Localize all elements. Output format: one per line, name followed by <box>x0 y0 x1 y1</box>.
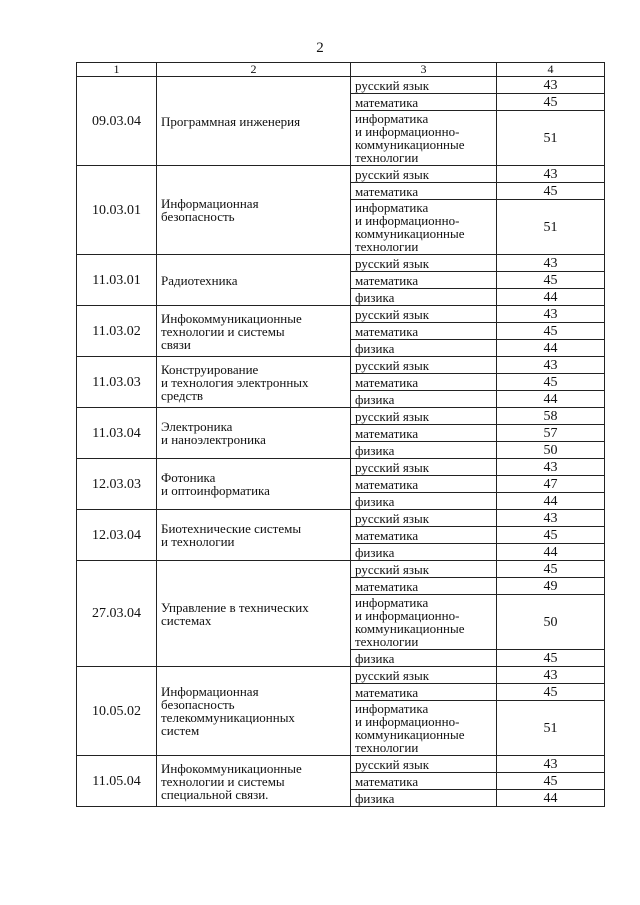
subject-cell: математика <box>351 323 497 340</box>
subject-cell: информатика и информационно- коммуникационные технологии <box>351 111 497 166</box>
min-score-cell: 43 <box>497 255 605 272</box>
subject-cell: русский язык <box>351 357 497 374</box>
subject-cell: информатика и информационно- коммуникационные технологии <box>351 595 497 650</box>
min-score-cell: 45 <box>497 94 605 111</box>
min-score-cell: 43 <box>497 459 605 476</box>
subject-cell: информатика и информационно- коммуникационные технологии <box>351 701 497 756</box>
min-score-cell: 49 <box>497 578 605 595</box>
subject-cell: русский язык <box>351 510 497 527</box>
subject-cell: физика <box>351 340 497 357</box>
program-name-cell: Электроника и наноэлектроника <box>157 408 351 459</box>
program-code-cell: 27.03.04 <box>77 561 157 667</box>
program-name-cell: Информационная безопасность телекоммуникационных систем <box>157 667 351 756</box>
min-score-cell: 45 <box>497 323 605 340</box>
program-name-cell: Фотоника и оптоинформатика <box>157 459 351 510</box>
min-score-cell: 51 <box>497 111 605 166</box>
table-row <box>77 756 605 773</box>
min-score-cell: 44 <box>497 289 605 306</box>
program-code-cell: 12.03.03 <box>77 459 157 510</box>
min-score-cell: 43 <box>497 667 605 684</box>
min-score-cell: 45 <box>497 561 605 578</box>
min-score-cell: 43 <box>497 510 605 527</box>
subject-cell: русский язык <box>351 756 497 773</box>
column-header-3: 3 <box>351 63 497 77</box>
table-row <box>77 77 605 94</box>
subject-cell: русский язык <box>351 667 497 684</box>
subject-cell: физика <box>351 544 497 561</box>
subject-cell: русский язык <box>351 459 497 476</box>
min-score-cell: 45 <box>497 650 605 667</box>
subject-cell: физика <box>351 790 497 807</box>
min-score-cell: 50 <box>497 595 605 650</box>
subject-cell: русский язык <box>351 77 497 94</box>
program-code-cell: 09.03.04 <box>77 77 157 166</box>
program-code-cell: 11.03.01 <box>77 255 157 306</box>
subject-cell: информатика и информационно- коммуникационные технологии <box>351 200 497 255</box>
subject-cell: физика <box>351 650 497 667</box>
min-score-cell: 44 <box>497 340 605 357</box>
subject-cell: физика <box>351 391 497 408</box>
min-score-cell: 43 <box>497 166 605 183</box>
table-row <box>77 357 605 374</box>
program-code-cell: 10.03.01 <box>77 166 157 255</box>
min-score-cell: 45 <box>497 684 605 701</box>
admission-scores-table <box>76 62 605 807</box>
subject-cell: математика <box>351 183 497 200</box>
column-header-4: 4 <box>497 63 605 77</box>
header-row <box>77 63 605 77</box>
subject-cell: математика <box>351 527 497 544</box>
program-name-cell: Инфокоммуникационные технологии и системы связи <box>157 306 351 357</box>
min-score-cell: 44 <box>497 544 605 561</box>
min-score-cell: 43 <box>497 357 605 374</box>
min-score-cell: 43 <box>497 77 605 94</box>
min-score-cell: 44 <box>497 790 605 807</box>
subject-cell: русский язык <box>351 561 497 578</box>
subject-cell: математика <box>351 476 497 493</box>
subject-cell: математика <box>351 94 497 111</box>
table-row <box>77 459 605 476</box>
subject-cell: русский язык <box>351 166 497 183</box>
min-score-cell: 43 <box>497 306 605 323</box>
program-name-cell: Конструирование и технология электронных средств <box>157 357 351 408</box>
min-score-cell: 44 <box>497 391 605 408</box>
table-row <box>77 166 605 183</box>
subject-cell: физика <box>351 442 497 459</box>
subject-cell: математика <box>351 272 497 289</box>
subject-cell: физика <box>351 493 497 510</box>
subject-cell: математика <box>351 425 497 442</box>
column-header-2: 2 <box>157 63 351 77</box>
subject-cell: математика <box>351 684 497 701</box>
program-code-cell: 11.03.02 <box>77 306 157 357</box>
min-score-cell: 45 <box>497 374 605 391</box>
min-score-cell: 43 <box>497 756 605 773</box>
table-row <box>77 306 605 323</box>
column-header-1: 1 <box>77 63 157 77</box>
subject-cell: русский язык <box>351 408 497 425</box>
min-score-cell: 58 <box>497 408 605 425</box>
table-row <box>77 510 605 527</box>
min-score-cell: 51 <box>497 701 605 756</box>
min-score-cell: 45 <box>497 527 605 544</box>
subject-cell: математика <box>351 578 497 595</box>
program-name-cell: Программная инженерия <box>157 77 351 166</box>
table-row <box>77 255 605 272</box>
min-score-cell: 45 <box>497 272 605 289</box>
min-score-cell: 50 <box>497 442 605 459</box>
program-name-cell: Радиотехника <box>157 255 351 306</box>
program-code-cell: 11.05.04 <box>77 756 157 807</box>
program-code-cell: 11.03.03 <box>77 357 157 408</box>
table-row <box>77 667 605 684</box>
program-name-cell: Информационная безопасность <box>157 166 351 255</box>
min-score-cell: 51 <box>497 200 605 255</box>
subject-cell: русский язык <box>351 306 497 323</box>
program-name-cell: Биотехнические системы и технологии <box>157 510 351 561</box>
program-code-cell: 12.03.04 <box>77 510 157 561</box>
subject-cell: физика <box>351 289 497 306</box>
min-score-cell: 45 <box>497 773 605 790</box>
min-score-cell: 44 <box>497 493 605 510</box>
subject-cell: русский язык <box>351 255 497 272</box>
page-number: 2 <box>316 40 324 56</box>
min-score-cell: 45 <box>497 183 605 200</box>
subject-cell: математика <box>351 773 497 790</box>
program-code-cell: 10.05.02 <box>77 667 157 756</box>
table-row <box>77 561 605 578</box>
table-row <box>77 408 605 425</box>
min-score-cell: 47 <box>497 476 605 493</box>
program-name-cell: Управление в технических системах <box>157 561 351 667</box>
subject-cell: математика <box>351 374 497 391</box>
program-name-cell: Инфокоммуникационные технологии и системы специальной связи. <box>157 756 351 807</box>
table-body <box>77 77 605 807</box>
min-score-cell: 57 <box>497 425 605 442</box>
program-code-cell: 11.03.04 <box>77 408 157 459</box>
